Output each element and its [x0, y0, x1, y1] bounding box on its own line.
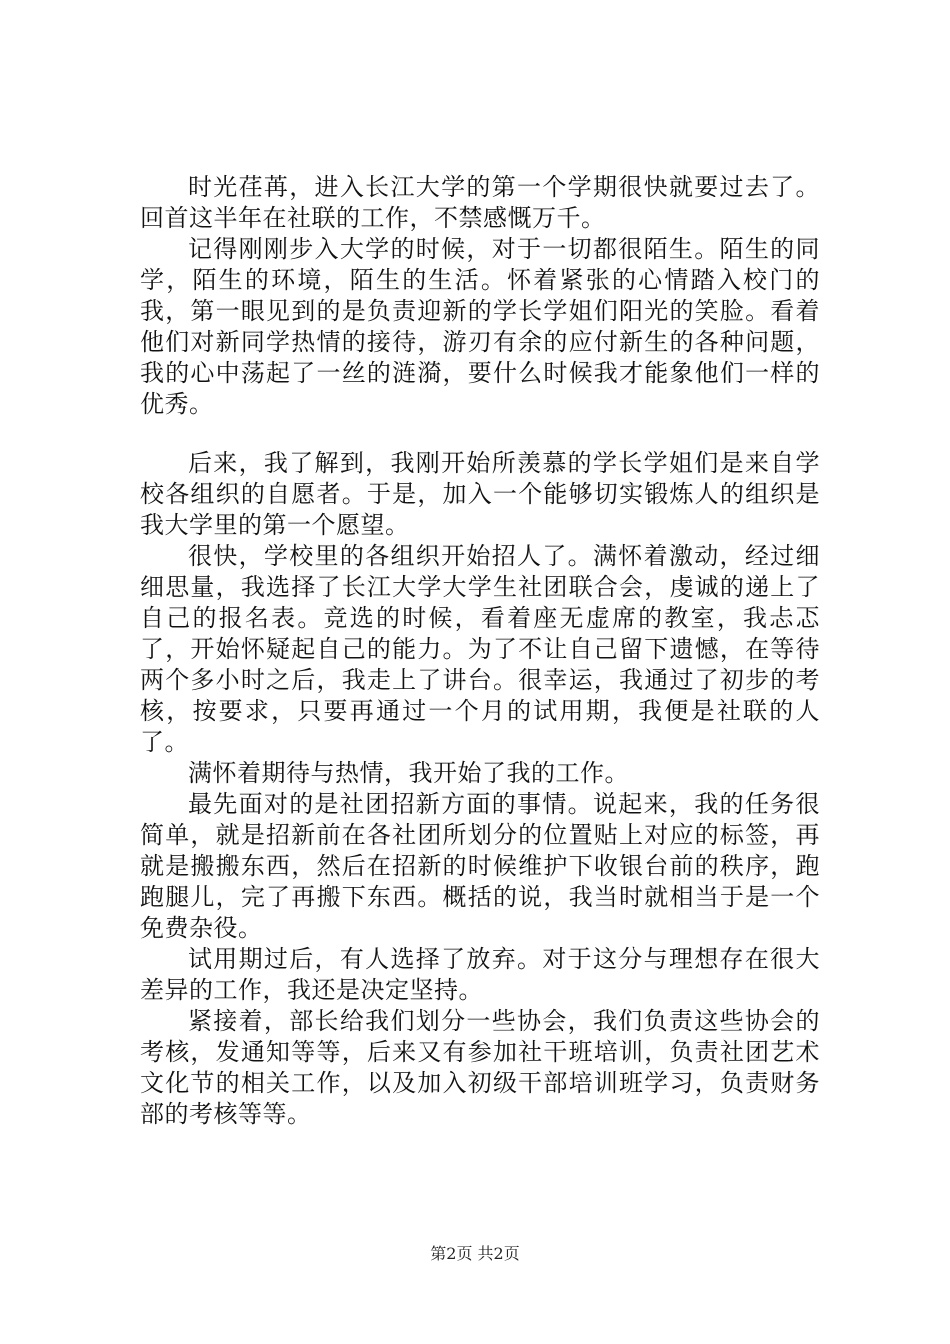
paragraph: 试用期过后，有人选择了放弃。对于这分与理想存在很大差异的工作，我还是决定坚持。: [140, 945, 820, 1004]
document-body: [140, 172, 820, 1130]
paragraph: 很快，学校里的各组织开始招人了。满怀着激动，经过细细思量，我选择了长江大学大学生社团联合会，虔诚的递上了自己的报名表。竞选的时候，看着座无虚席的教室，我忐忑了，开始怀疑起自己的能力。为了不让自己留下遗憾，在等待两个多小时之后，我走上了讲台。很幸运，我通过了初步的考核，按要求，只要再通过一个月的试用期，我便是社联的人了。: [140, 542, 820, 756]
paragraph: 记得刚刚步入大学的时候，对于一切都很陌生。陌生的同学，陌生的环境，陌生的生活。怀着紧张的心情踏入校门的我，第一眼见到的是负责迎新的学长学姐们阳光的笑脸。看着他们对新同学热情的接待，游刃有余的应付新生的各种问题，我的心中荡起了一丝的涟漪，要什么时候我才能象他们一样的优秀。: [140, 235, 820, 418]
paragraph: 最先面对的是社团招新方面的事情。说起来，我的任务很简单，就是招新前在各社团所划分的位置贴上对应的标签，再就是搬搬东西，然后在招新的时候维护下收银台前的秩序，跑跑腿儿，完了再搬下东西。概括的说，我当时就相当于是一个免费杂役。: [140, 790, 820, 942]
page-footer: 第2页 共2页: [430, 1244, 520, 1263]
paragraph: 满怀着期待与热情，我开始了我的工作。: [188, 759, 629, 787]
paragraph: 时光荏苒，进入长江大学的第一个学期很快就要过去了。回首这半年在社联的工作，不禁感慨万千。: [140, 173, 820, 232]
paragraph: 紧接着，部长给我们划分一些协会，我们负责这些协会的考核，发通知等等，后来又有参加社干班培训，负责社团艺术文化节的相关工作，以及加入初级干部培训班学习，负责财务部的考核等等。: [140, 1007, 820, 1128]
paragraph: 后来，我了解到，我刚开始所羡慕的学长学姐们是来自学校各组织的自愿者。于是，加入一个能够切实锻炼人的组织是我大学里的第一个愿望。: [140, 449, 820, 539]
